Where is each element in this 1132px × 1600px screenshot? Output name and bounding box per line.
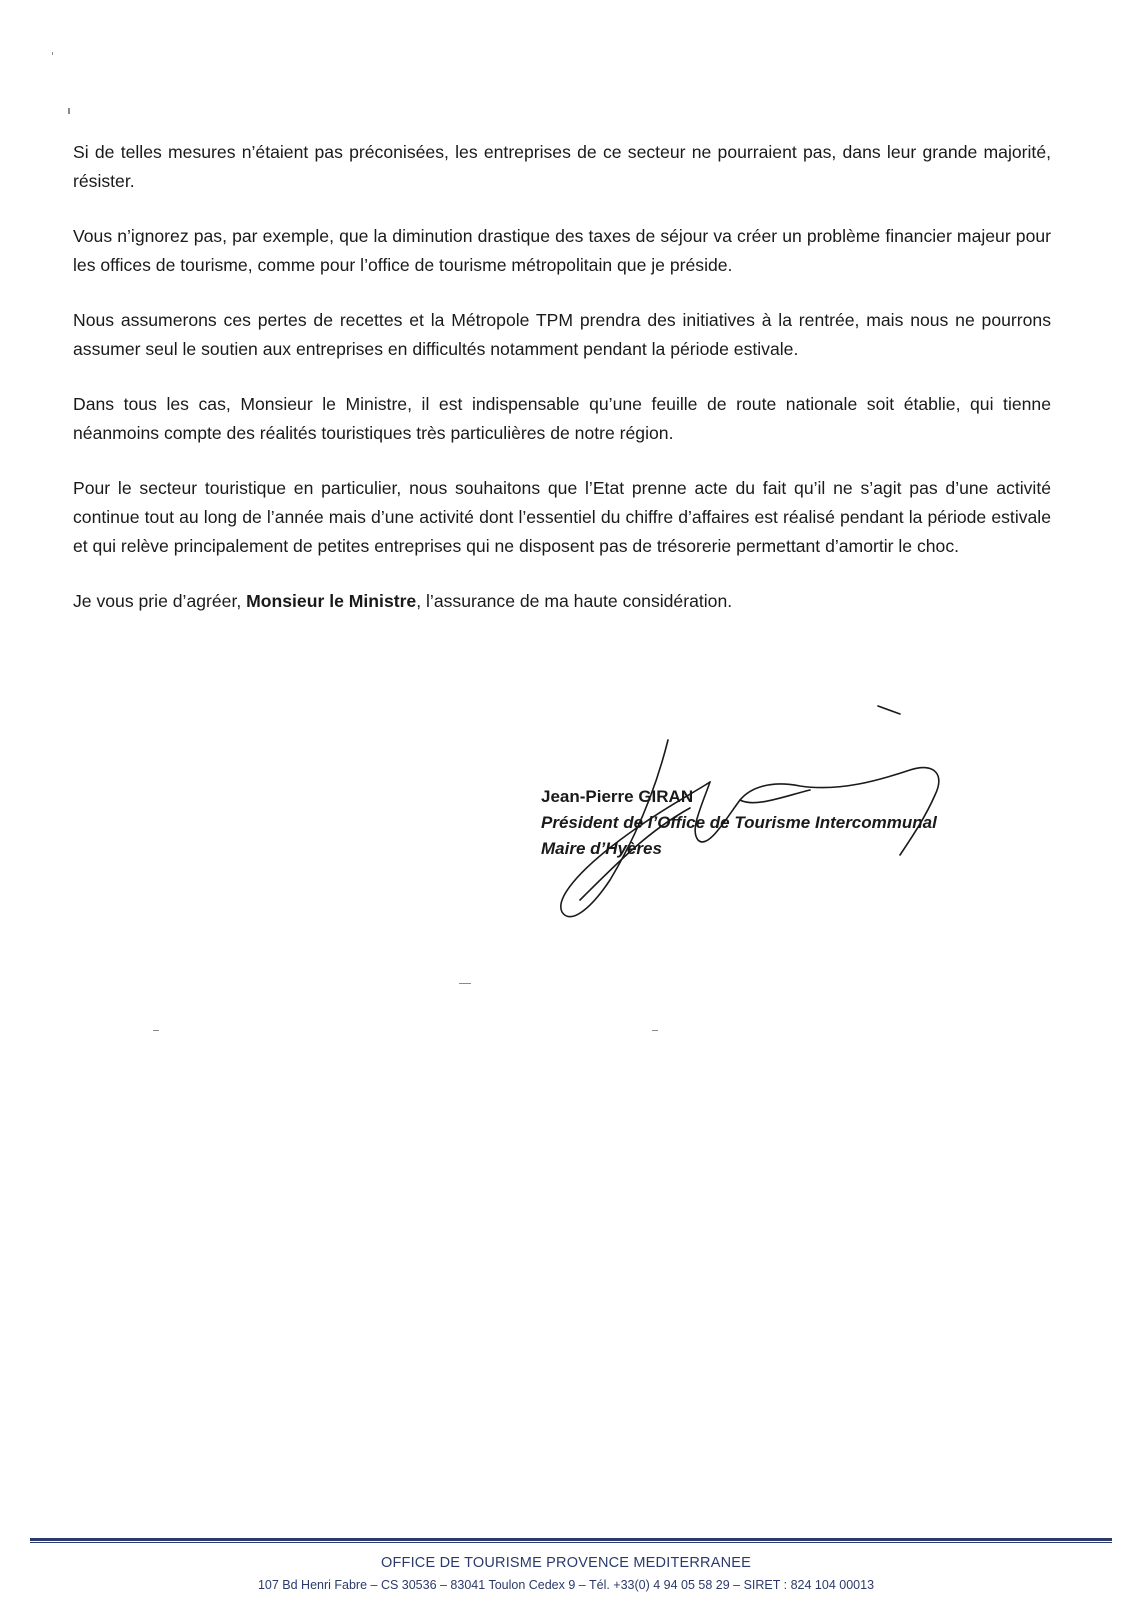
signatory-name: Jean-Pierre GIRAN bbox=[541, 787, 694, 806]
paragraph-5: Pour le secteur touristique en particulier, nous souhaitons que l’Etat prenne acte du fait qu’il ne s’agit pas d’une activité continue tout au long de l’année mais d’une activité dont l’essentiel du chiffre d’affaires est réalisé pendant la période estivale et qui relève principalement de petites entreprises qui ne disposent pas de trésorerie permettant d’amortir le choc. bbox=[73, 478, 1051, 556]
paragraph-2: Vous n’ignorez pas, par exemple, que la diminution drastique des taxes de séjour va créer un problème financier majeur pour les offices de tourisme, comme pour l’office de tourisme métropolitain que je préside. bbox=[73, 226, 1051, 275]
closing-text-after: , l’assurance de ma haute considération. bbox=[416, 591, 733, 611]
scan-speck bbox=[459, 983, 471, 984]
footer-organization: OFFICE DE TOURISME PROVENCE MEDITERRANEE bbox=[380, 1555, 751, 1571]
scan-speck bbox=[52, 52, 53, 55]
paragraph-3: Nous assumerons ces pertes de recettes et la Métropole TPM prendra des initiatives à la rentrée, mais nous ne pourrons assumer seul le soutien aux entreprises en difficultés notamment pendant la période estivale. bbox=[73, 310, 1051, 359]
letter-body bbox=[73, 138, 1051, 642]
scan-speck bbox=[153, 1030, 159, 1031]
footer-rule bbox=[30, 1538, 1112, 1543]
footer-address: 107 Bd Henri Fabre – CS 30536 – 83041 Toulon Cedex 9 – Tél. +33(0) 4 94 05 58 29 – SIRET : 824 104 00013 bbox=[257, 1578, 875, 1592]
scan-speck bbox=[68, 108, 70, 114]
paragraph-1: Si de telles mesures n’étaient pas préconisées, les entreprises de ce secteur ne pourraient pas, dans leur grande majorité, résister. bbox=[73, 142, 1051, 191]
paragraph-4: Dans tous les cas, Monsieur le Ministre, il est indispensable qu’une feuille de route nationale soit établie, qui tienne néanmoins compte des réalités touristiques très particulières de notre région. bbox=[73, 394, 1051, 443]
signatory-role: Président de l’Office de Tourisme Intercommunal bbox=[541, 813, 937, 832]
closing-paragraph bbox=[73, 587, 1051, 616]
closing-text-before: Je vous prie d’agréer, bbox=[73, 591, 247, 611]
signatory-office: Maire d’Hyères bbox=[541, 839, 662, 858]
scan-speck bbox=[652, 1030, 658, 1031]
closing-addressee: Monsieur le Ministre bbox=[246, 591, 417, 611]
handwritten-signature bbox=[540, 700, 980, 930]
